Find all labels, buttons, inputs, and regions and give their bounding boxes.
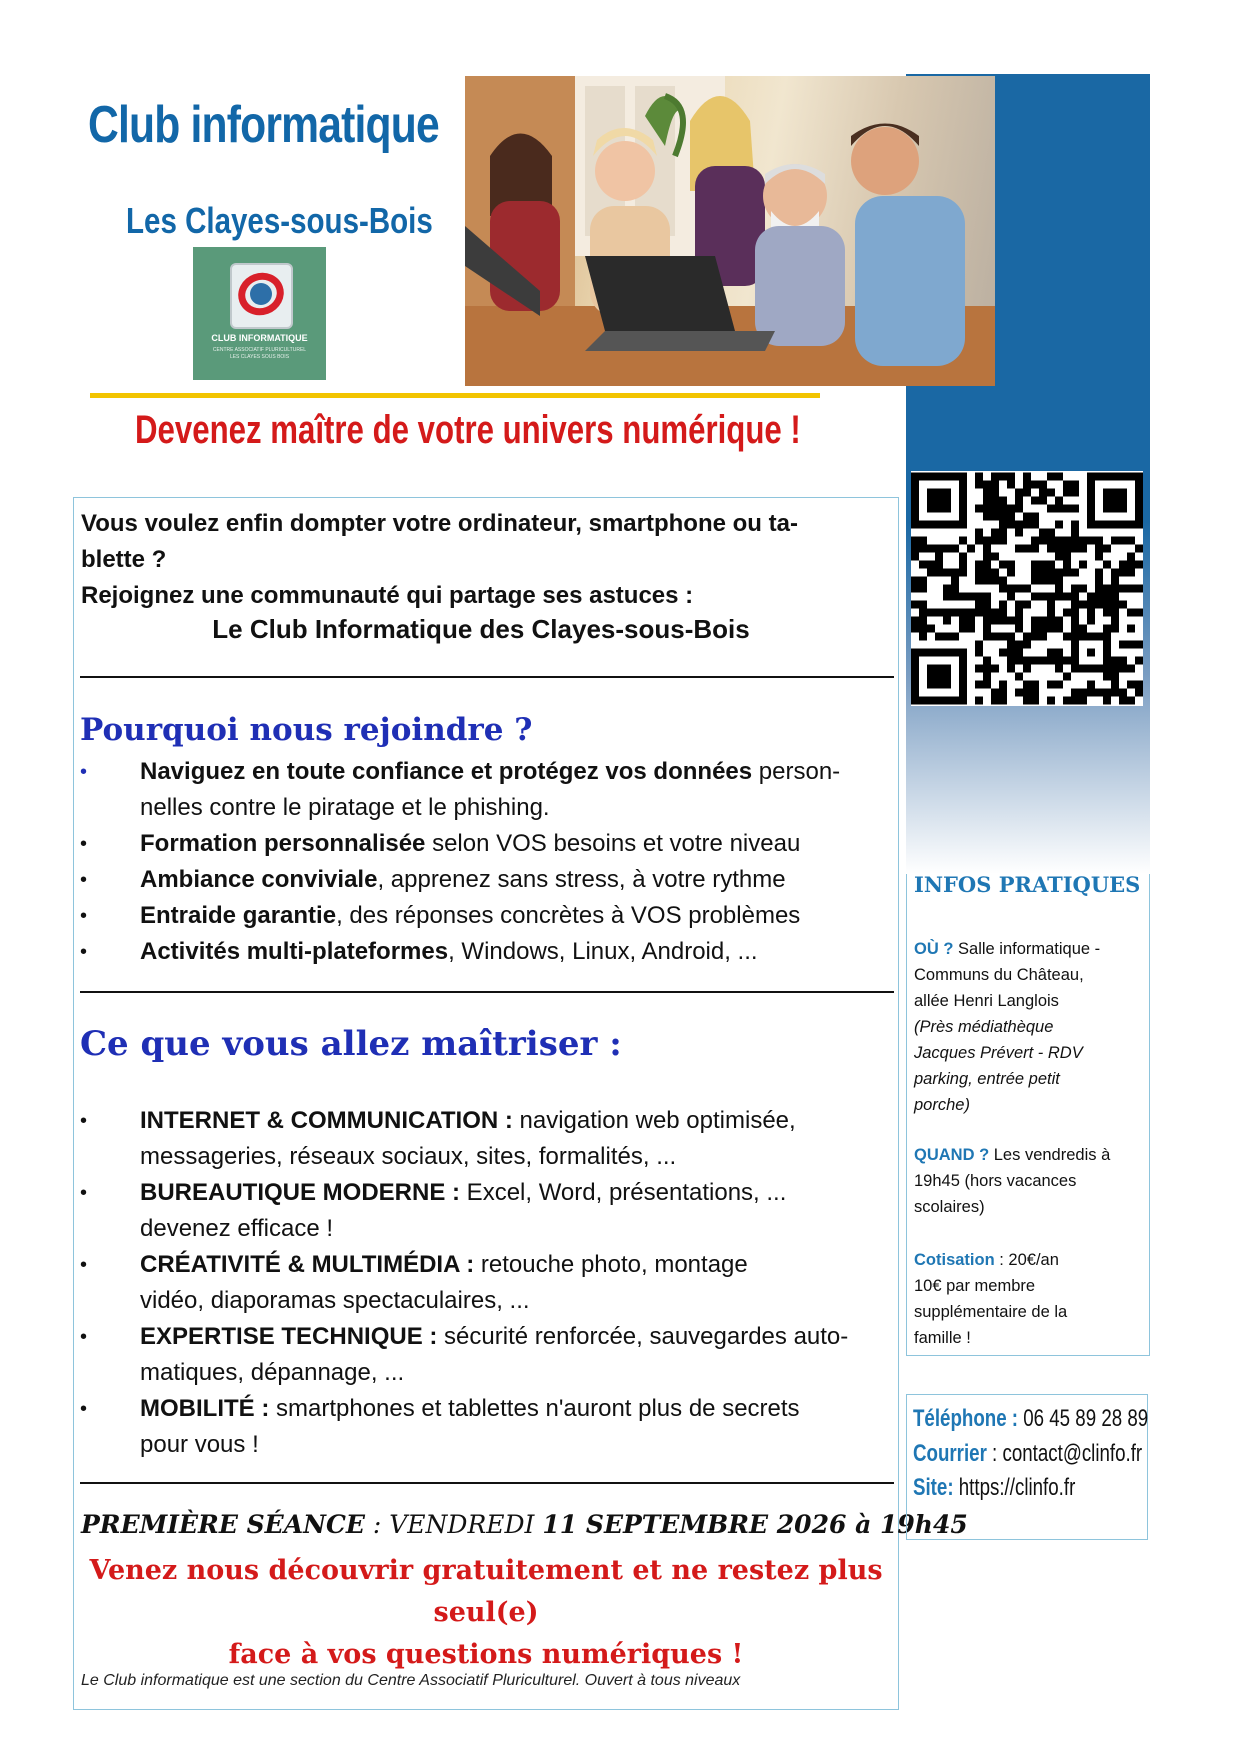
call-to-action: Venez nous découvrir gratuitement et ne restez plus seul(e) face à vos questions numériques ! (89, 1555, 883, 1670)
header-photo (465, 76, 995, 386)
footer-note: Le Club informatique est une section du Centre Associatif Pluriculturel. Ouvert à tous niveaux (81, 1672, 741, 1689)
list-item: • MOBILITÉ : smartphones et tablettes n'auront plus de secrets pour vous ! (80, 1391, 880, 1463)
contact-phone[interactable]: Téléphone : 06 45 89 28 89 (913, 1405, 1149, 1432)
skills-list (80, 1103, 880, 1463)
yellow-divider (90, 393, 820, 398)
qr-code[interactable] (911, 471, 1143, 706)
page-title: Club informatique (88, 96, 439, 154)
info-fee: Cotisation : 20€/an 10€ par membre supplémentaire de la famille ! (914, 1251, 1068, 1347)
infos-title: INFOS PRATIQUES (914, 872, 1141, 897)
list-item: • Ambiance conviviale, apprenez sans stress, à votre rythme (80, 862, 880, 898)
people-laptop-illustration (465, 76, 995, 386)
globe-icon (230, 263, 293, 329)
info-where: OÙ ? Salle informatique - Communs du Château, allée Henri Langlois (Près médiathèque Jacques Prévert - RDV parking, entrée petit porche) (914, 940, 1101, 1114)
slogan: Devenez maître de votre univers numérique ! (135, 408, 801, 452)
list-item: • INTERNET & COMMUNICATION : navigation web optimisée, messageries, réseaux sociaux, sites, formalités, ... (80, 1103, 880, 1175)
club-name-line: Le Club Informatique des Clayes-sous-Bois (212, 614, 750, 644)
divider (80, 676, 894, 678)
logo-name: CLUB INFORMATIQUE (211, 333, 308, 343)
info-when: QUAND ? Les vendredis à 19h45 (hors vacances scolaires) (914, 1146, 1111, 1216)
intro-text: Vous voulez enfin dompter votre ordinateur, smartphone ou ta- blette ? Rejoignez une communauté qui partage ses astuces : (81, 510, 798, 609)
list-item: • Naviguez en toute confiance et protégez vos données person- nelles contre le piratage et le phishing. (80, 754, 880, 826)
why-list (80, 754, 880, 970)
list-item: • BUREAUTIQUE MODERNE : Excel, Word, présentations, ... devenez efficace ! (80, 1175, 880, 1247)
list-item: • Entraide garantie, des réponses concrètes à VOS problèmes (80, 898, 880, 934)
list-item: • EXPERTISE TECHNIQUE : sécurité renforcée, sauvegardes auto- matiques, dépannage, ... (80, 1319, 880, 1391)
divider (80, 991, 894, 993)
list-item: • Formation personnalisée selon VOS besoins et votre niveau (80, 826, 880, 862)
why-heading: Pourquoi nous rejoindre ? (80, 712, 533, 748)
list-item: • Activités multi-plateformes, Windows, Linux, Android, ... (80, 934, 880, 970)
first-session-line: PREMIÈRE SÉANCE : VENDREDI 11 SEPTEMBRE 2026 à 19h45 (81, 1510, 968, 1539)
skills-heading: Ce que vous allez maîtriser : (80, 1024, 622, 1064)
club-logo (193, 247, 326, 380)
logo-subtext: CENTRE ASSOCIATIF PLURICULTUREL LES CLAYES SOUS BOIS (212, 347, 307, 360)
contact-site[interactable]: Site: https://clinfo.fr (913, 1474, 1076, 1501)
contact-mail[interactable]: Courrier : contact@clinfo.fr (913, 1440, 1143, 1467)
list-item: • CRÉATIVITÉ & MULTIMÉDIA : retouche photo, montage vidéo, diaporamas spectaculaires, ... (80, 1247, 880, 1319)
divider (80, 1482, 894, 1484)
page-subtitle: Les Clayes-sous-Bois (126, 200, 433, 241)
